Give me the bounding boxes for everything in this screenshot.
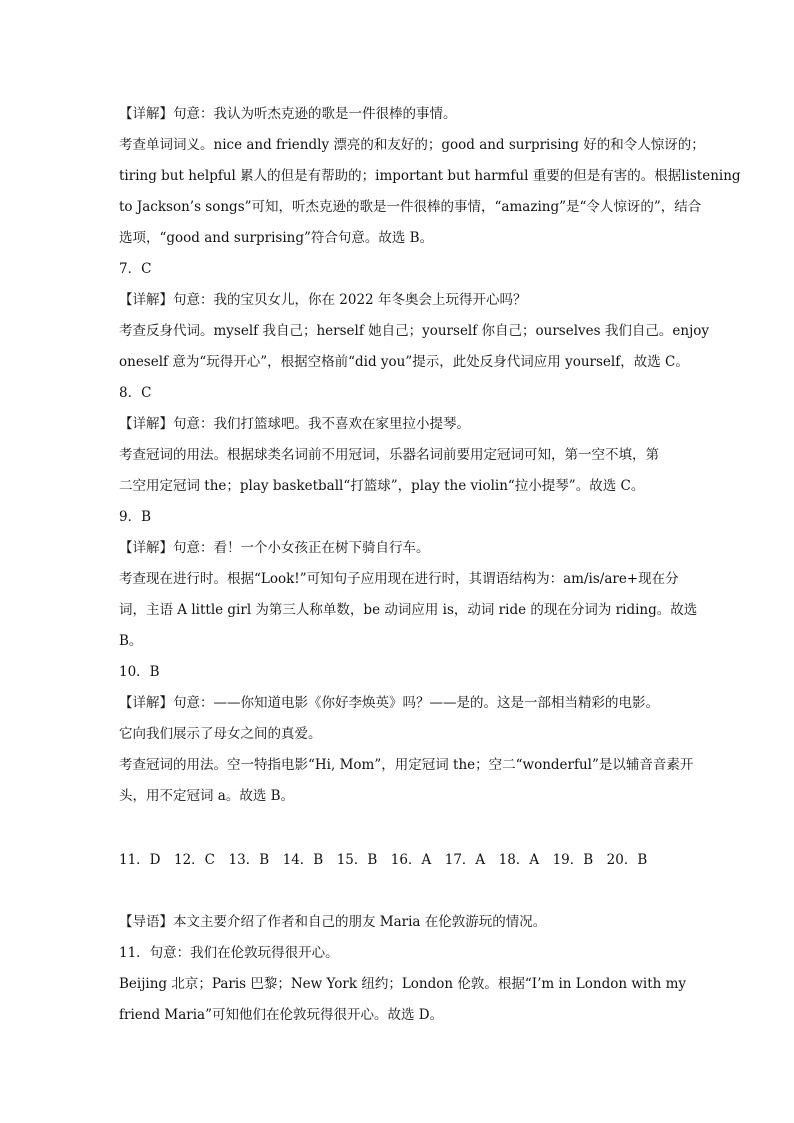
- explanation-7-meaning: 【详解】句意：我的宝贝女儿，你在 2022 年冬奥会上玩得开心吗？: [119, 292, 527, 308]
- explanation-11-meaning: 11．句意：我们在伦敦玩得很开心。: [119, 945, 339, 961]
- explanation-9-meaning: 【详解】句意：看！一个小女孩正在树下骑自行车。: [119, 540, 430, 556]
- explanation-10-meaning-cont: 它向我们展示了母女之间的真爱。: [119, 726, 322, 742]
- explanation-11-line-2: friend Maria”可知他们在伦敦玩得很开心。故选 D。: [119, 1007, 444, 1023]
- answer-8: 8．C: [119, 385, 152, 401]
- explanation-10-meaning: 【详解】句意：——你知道电影《你好李焕英》吗？——是的。这是一部相当精彩的电影。: [119, 695, 659, 711]
- explanation-6-meaning: 【详解】句意：我认为听杰克逊的歌是一件很棒的事情。: [119, 106, 457, 122]
- explanation-9-line-1: 考查现在进行时。根据“Look!”可知句子应用现在进行时，其谓语结构为：am/is/are+现在分: [119, 571, 679, 587]
- explanation-11-line-1: Beijing 北京；Paris 巴黎；New York 纽约；London 伦敦。根据“I’m in London with my: [119, 976, 687, 992]
- explanation-8-line-2: 二空用定冠词 the；play basketball“打篮球”，play the violin“拉小提琴”。故选 C。: [119, 478, 645, 494]
- explanation-6-line-2: tiring but helpful 累人的但是有帮助的；important but harmful 重要的但是有害的。根据listening: [119, 168, 741, 184]
- explanation-9-line-3: B。: [119, 633, 143, 649]
- answer-10: 10．B: [119, 664, 160, 680]
- explanation-6-line-1: 考查单词词义。nice and friendly 漂亮的和友好的；good and surprising 好的和令人惊讶的；: [119, 137, 705, 153]
- answer-9: 9．B: [119, 509, 152, 525]
- explanation-6-line-4: 选项，“good and surprising”符合句意。故选 B。: [119, 230, 434, 246]
- passage-intro: 【导语】本文主要介绍了作者和自己的朋友 Maria 在伦敦游玩的情况。: [119, 914, 547, 930]
- explanation-7-line-1: 考查反身代词。myself 我自己；herself 她自己；yourself 你自己；ourselves 我们自己。enjoy: [119, 323, 710, 339]
- explanation-9-line-2: 词，主语 A little girl 为第三人称单数，be 动词应用 is，动词 ride 的现在分词为 riding。故选: [119, 602, 698, 618]
- explanation-10-line-2: 头，用不定冠词 a。故选 B。: [119, 788, 295, 804]
- explanation-6-line-3: to Jackson’s songs”可知，听杰克逊的歌是一件很棒的事情，“amazing”是“令人惊讶的”，结合: [119, 199, 702, 215]
- explanation-8-meaning: 【详解】句意：我们打篮球吧。我不喜欢在家里拉小提琴。: [119, 416, 470, 432]
- answer-7: 7．C: [119, 261, 152, 277]
- explanation-7-line-2: oneself 意为“玩得开心”，根据空格前“did you”提示，此处反身代词应用 yourself，故选 C。: [119, 354, 689, 370]
- explanation-10-line-1: 考查冠词的用法。空一特指电影“Hi, Mom”，用定冠词 the；空二“wonderful”是以辅音音素开: [119, 757, 694, 773]
- explanation-8-line-1: 考查冠词的用法。根据球类名词前不用冠词，乐器名词前要用定冠词可知，第一空不填，第: [119, 447, 659, 463]
- answers-11-20: 11．D 12．C 13．B 14．B 15．B 16．A 17．A 18．A 19．B 20．B: [119, 852, 648, 868]
